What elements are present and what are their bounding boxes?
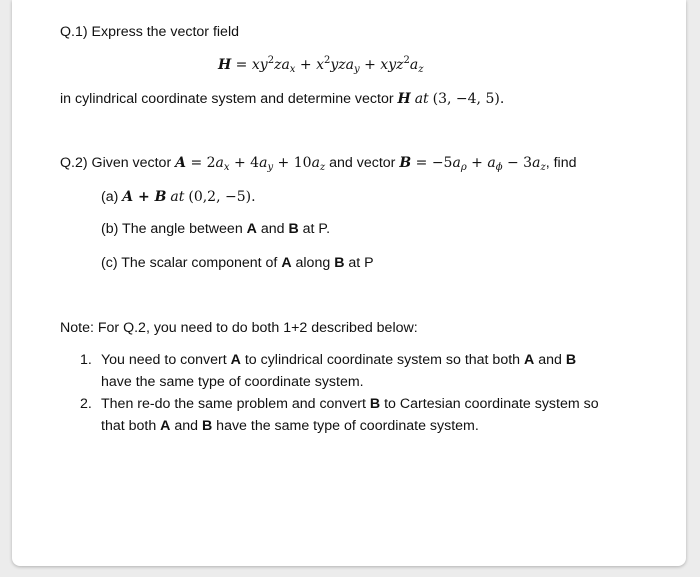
q2-part-c-end: at P — [344, 255, 374, 271]
q1-heading: Q.1) Express the vector field — [60, 24, 239, 40]
note-item-1-line-1 — [101, 352, 576, 368]
document-page — [12, 0, 686, 566]
note-item-1-text-b: to cylindrical coordinate system so that both — [240, 352, 524, 368]
q1-point: (3, −4, 5). — [432, 91, 505, 107]
q2-part-c-a: A — [281, 255, 292, 271]
note-item-2-B2: B — [201, 418, 213, 434]
note-item-2-line-2 — [101, 418, 479, 434]
note-item-2-text-c: that both — [101, 418, 161, 434]
note-item-1-B: B — [565, 352, 577, 368]
q2-part-b-a: A — [246, 221, 257, 237]
q1-instruction-text: in cylindrical coordinate system and determine vector — [60, 91, 398, 107]
note-item-1-A2: A — [524, 352, 535, 368]
q1-vector-symbol: H — [397, 91, 411, 107]
note-item-2-text-b: to Cartesian coordinate system so — [380, 396, 599, 412]
note-item-1-A: A — [230, 352, 241, 368]
q2-part-a-at: at — [170, 189, 185, 205]
note-item-2-and: and — [170, 418, 202, 434]
note-heading: Note: For Q.2, you need to do both 1+2 described below: — [60, 320, 418, 336]
q2-part-b-and: and — [256, 221, 289, 237]
note-item-2-text-d: have the same type of coordinate system. — [212, 418, 479, 434]
note-item-2-A: A — [160, 418, 171, 434]
note-item-2-line-1 — [101, 396, 599, 412]
q2-mid: and vector — [325, 155, 400, 171]
q2-part-a-label: (a) — [101, 189, 123, 205]
q1-at-word: at — [414, 91, 429, 107]
q2-part-c-along: along — [291, 255, 335, 271]
q2-part-b — [101, 221, 330, 237]
q1-equation: $H = xy^2za_x + x^2yza_y + xyz^2a_z$ — [218, 55, 424, 75]
note-item-2-B: B — [369, 396, 381, 412]
q2-part-b-label: (b) The angle between — [101, 221, 247, 237]
q2-part-b-b: B — [288, 221, 299, 237]
q2-vector-b: $B = -5a_\rho + a_\phi - 3a_z$ — [399, 155, 546, 173]
note-item-1-line-2: have the same type of coordinate system. — [101, 374, 364, 390]
q2-part-c-label: (c) The scalar component of — [101, 255, 282, 271]
q1-instruction — [60, 91, 504, 107]
q2-part-a-expr: A + B — [122, 189, 167, 205]
note-item-1-number: 1. — [80, 352, 92, 368]
q2-part-c-b: B — [334, 255, 345, 271]
q2-vector-a: $A = 2a_x + 4a_y + 10a_z$ — [175, 155, 326, 173]
q2-part-c — [101, 255, 374, 271]
note-item-1-and: and — [534, 352, 566, 368]
q2-suffix: , find — [545, 155, 577, 171]
q2-part-b-end: at P. — [298, 221, 331, 237]
note-item-2-number: 2. — [80, 396, 92, 412]
q2-statement — [60, 155, 577, 171]
note-item-2-text-a: Then re-do the same problem and convert — [101, 396, 370, 412]
note-item-1-text-a: You need to convert — [101, 352, 231, 368]
q2-part-a-point: (0,2, −5). — [188, 189, 256, 205]
q2-part-a — [101, 189, 256, 205]
q2-prefix: Q.2) Given vector — [60, 155, 176, 171]
